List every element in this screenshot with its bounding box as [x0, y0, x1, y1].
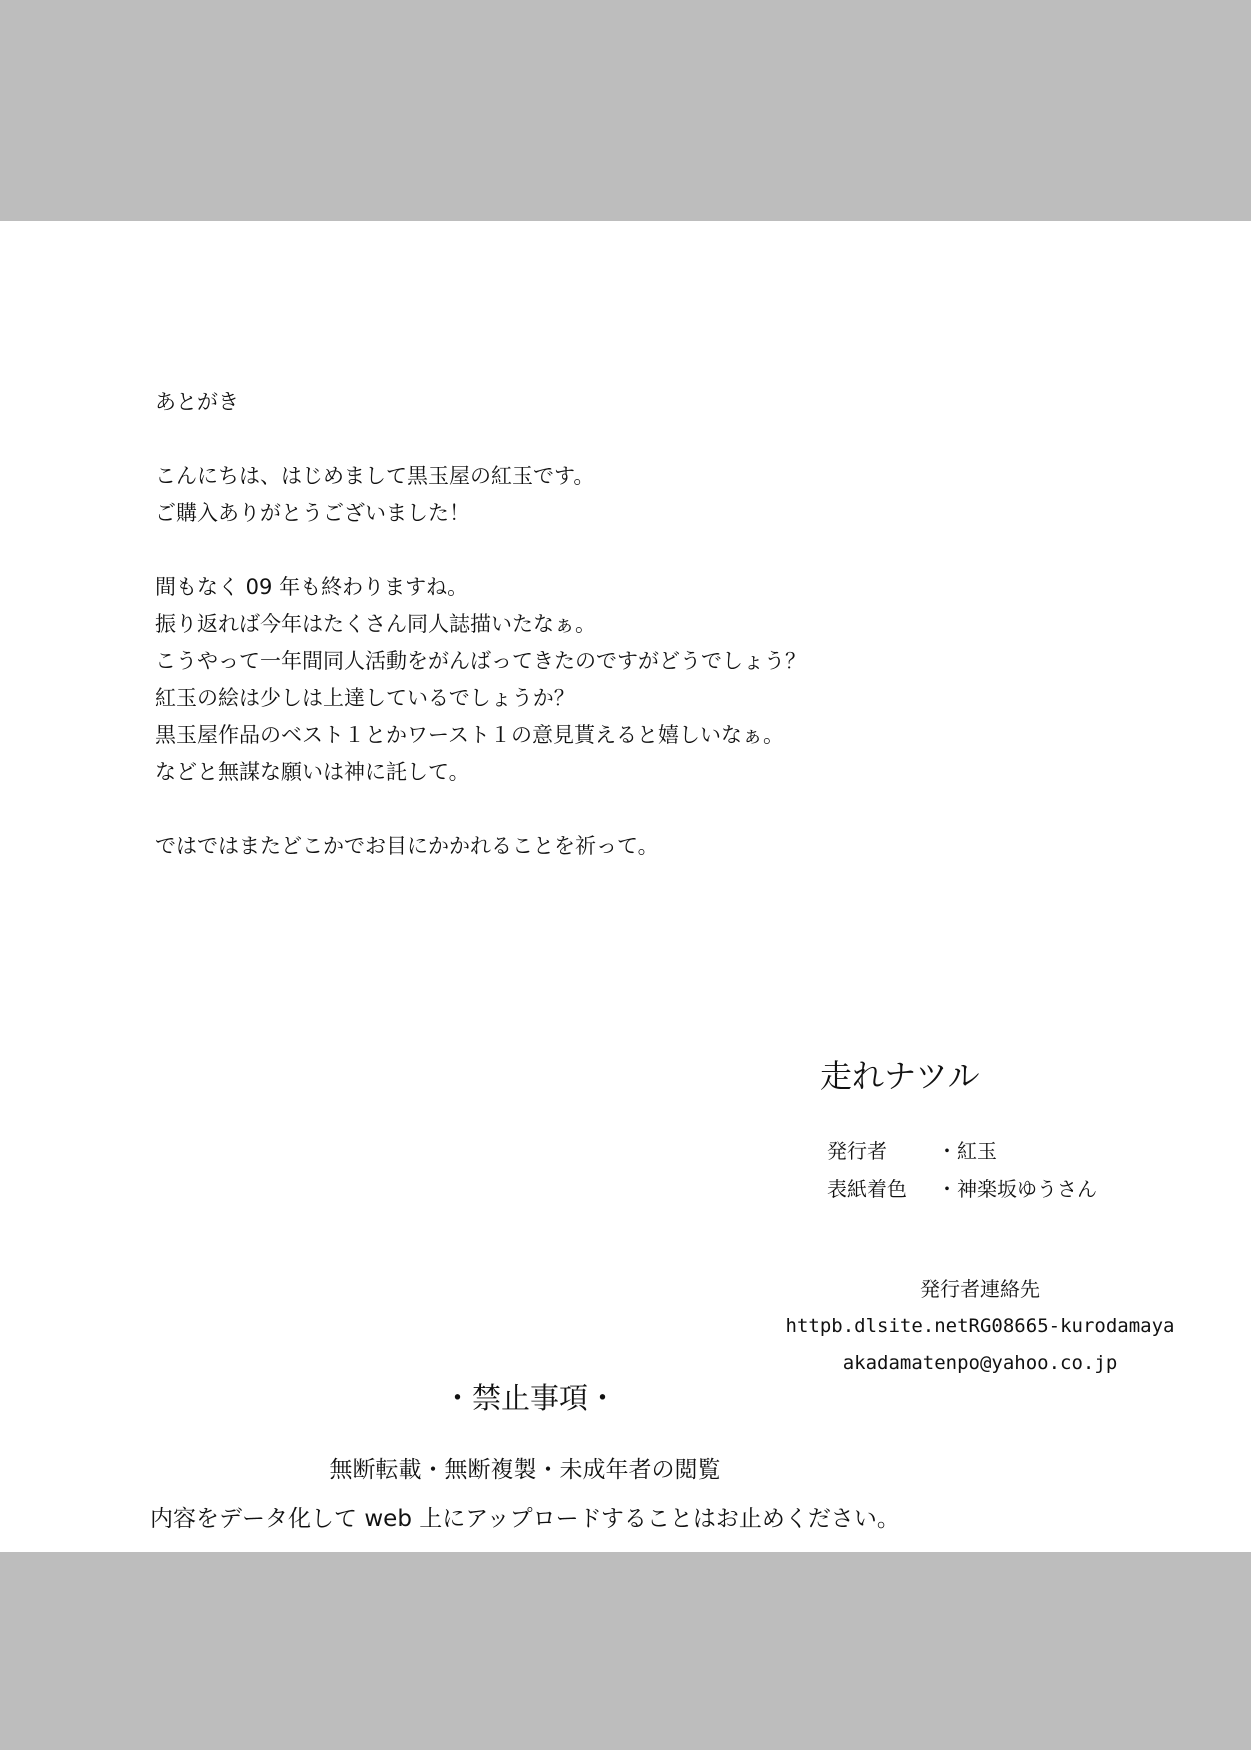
contact-email: akadamatenpo@yahoo.co.jp [842, 1352, 1118, 1374]
afterword-line: 間もなく 09 年も終わりますね。 [155, 575, 469, 599]
credit-name: ・紅玉 [937, 1139, 997, 1163]
paragraph-gap [155, 791, 1055, 828]
credit-role: 表紙着色 [827, 1177, 907, 1201]
afterword-line: こんにちは、はじめまして黒玉屋の紅玉です。 [155, 464, 595, 488]
paragraph-gap [155, 532, 1055, 569]
afterword-line: 黒玉屋作品のベスト１とかワースト１の意見貰えると嬉しいなぁ。 [155, 723, 784, 747]
afterword-line: こうやって一年間同人活動をがんばってきたのですがどうでしょう？ [155, 649, 806, 673]
credit-row-publisher [827, 1132, 1097, 1170]
afterword-line: 紅玉の絵は少しは上達しているでしょうか？ [155, 686, 575, 710]
credit-name: ・神楽坂ゆうさん [937, 1177, 1097, 1201]
prohibited-line-1: 無断転載・無断複製・未成年者の閲覧 [329, 1457, 721, 1483]
credits-list [827, 1132, 1097, 1208]
credit-role: 発行者 [827, 1139, 887, 1163]
publisher-contact [780, 1271, 1180, 1382]
contact-url: httpb.dlsite.netRG08665-kurodamaya [785, 1315, 1175, 1337]
afterword-line: 振り返れば今年はたくさん同人誌描いたなぁ。 [155, 612, 596, 636]
afterword-section [155, 384, 1055, 865]
afterword-heading: あとがき [155, 390, 239, 414]
afterword-line: などと無謀な願いは神に託して。 [155, 760, 470, 784]
afterword-line: ではではまたどこかでお目にかかれることを祈って。 [155, 834, 659, 858]
prohibited-title: ・禁止事項・ [442, 1381, 617, 1415]
credit-row-cover-color [827, 1170, 1097, 1208]
afterword-line: ご購入ありがとうございました！ [155, 501, 470, 525]
book-title: 走れナツル [820, 1057, 980, 1095]
paragraph-gap [155, 421, 1055, 458]
document-page [0, 221, 1251, 1552]
contact-heading: 発行者連絡先 [920, 1277, 1040, 1301]
prohibited-line-2: 内容をデータ化して web 上にアップロードすることはお止めください。 [150, 1506, 900, 1532]
